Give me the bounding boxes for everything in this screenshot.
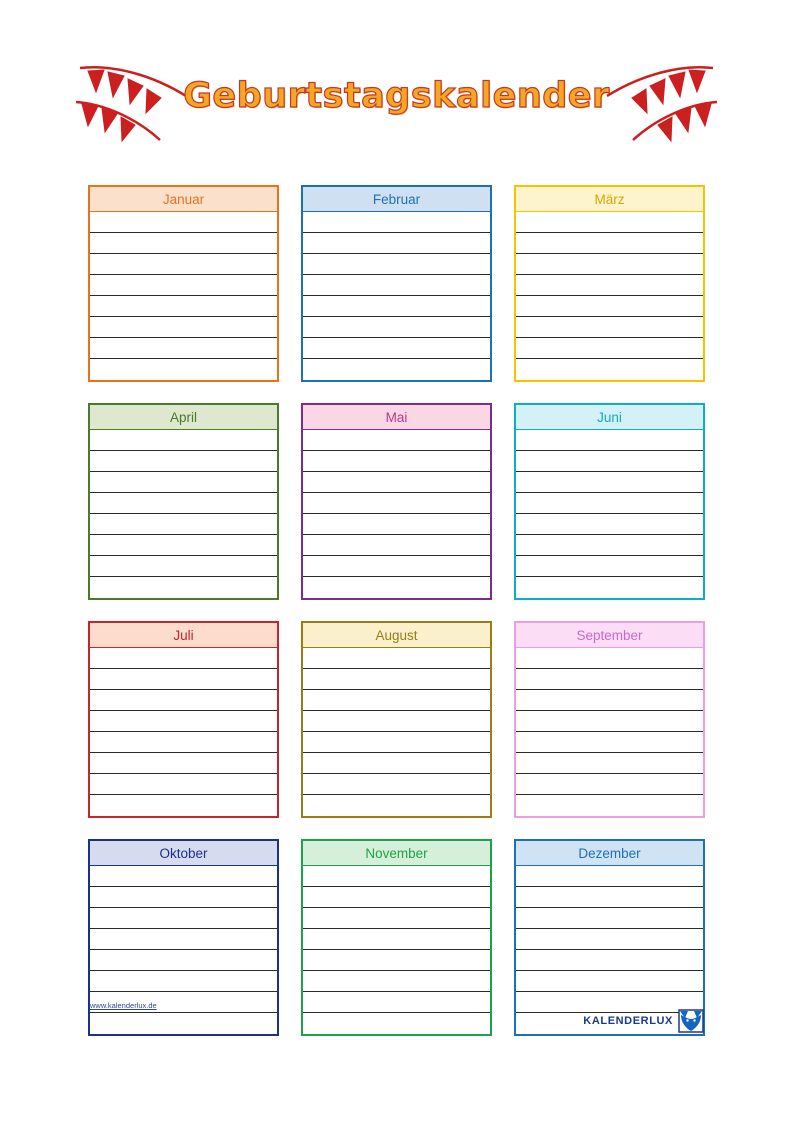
entry-line[interactable] (90, 317, 277, 338)
entry-line[interactable] (516, 753, 703, 774)
entry-line[interactable] (516, 795, 703, 816)
entry-line[interactable] (90, 296, 277, 317)
entry-line[interactable] (90, 514, 277, 535)
entry-line[interactable] (516, 275, 703, 296)
month-lines (516, 648, 703, 816)
brand-name: KALENDERLUX (583, 1015, 673, 1027)
month-card-maerz (514, 185, 705, 382)
entry-line[interactable] (303, 950, 490, 971)
entry-line[interactable] (303, 577, 490, 598)
entry-line[interactable] (303, 359, 490, 380)
page-header (0, 62, 793, 172)
entry-line[interactable] (303, 493, 490, 514)
entry-line[interactable] (303, 317, 490, 338)
entry-line[interactable] (90, 556, 277, 577)
month-row-3 (88, 621, 705, 818)
entry-line[interactable] (303, 908, 490, 929)
entry-line[interactable] (303, 992, 490, 1013)
entry-line[interactable] (90, 971, 277, 992)
entry-line[interactable] (90, 493, 277, 514)
month-lines (303, 212, 490, 380)
entry-line[interactable] (516, 233, 703, 254)
entry-line[interactable] (516, 648, 703, 669)
month-lines (90, 212, 277, 380)
entry-line[interactable] (90, 233, 277, 254)
entry-line[interactable] (303, 556, 490, 577)
entry-line[interactable] (90, 472, 277, 493)
entry-line[interactable] (516, 296, 703, 317)
month-row-4 (88, 839, 705, 1036)
entry-line[interactable] (516, 535, 703, 556)
entry-line[interactable] (90, 711, 277, 732)
month-title: Dezember (516, 841, 703, 866)
entry-line[interactable] (303, 233, 490, 254)
bunting-flags-icon-right (589, 62, 719, 152)
month-card-november (301, 839, 492, 1036)
month-title: November (303, 841, 490, 866)
month-title: April (90, 405, 277, 430)
entry-line[interactable] (303, 451, 490, 472)
entry-line[interactable] (303, 971, 490, 992)
entry-line[interactable] (90, 535, 277, 556)
month-title: Januar (90, 187, 277, 212)
entry-line[interactable] (516, 866, 703, 887)
month-title: Juni (516, 405, 703, 430)
entry-line[interactable] (516, 254, 703, 275)
entry-line[interactable] (303, 338, 490, 359)
month-row-1 (88, 185, 705, 382)
entry-line[interactable] (90, 753, 277, 774)
entry-line[interactable] (516, 493, 703, 514)
fox-logo-icon (677, 1008, 705, 1034)
month-card-august (301, 621, 492, 818)
month-title: Februar (303, 187, 490, 212)
month-lines (303, 648, 490, 816)
month-lines (516, 212, 703, 380)
entry-line[interactable] (303, 887, 490, 908)
month-lines (90, 430, 277, 598)
entry-line[interactable] (90, 1013, 277, 1034)
month-card-april (88, 403, 279, 600)
entry-line[interactable] (516, 732, 703, 753)
month-grid (88, 185, 705, 1057)
entry-line[interactable] (90, 212, 277, 233)
month-card-dezember (514, 839, 705, 1036)
entry-line[interactable] (90, 669, 277, 690)
entry-line[interactable] (303, 795, 490, 816)
entry-line[interactable] (516, 338, 703, 359)
month-row-2 (88, 403, 705, 600)
entry-line[interactable] (90, 648, 277, 669)
entry-line[interactable] (303, 535, 490, 556)
entry-line[interactable] (90, 950, 277, 971)
entry-line[interactable] (516, 690, 703, 711)
entry-line[interactable] (303, 1013, 490, 1034)
entry-line[interactable] (516, 577, 703, 598)
entry-line[interactable] (90, 732, 277, 753)
entry-line[interactable] (303, 732, 490, 753)
entry-line[interactable] (516, 669, 703, 690)
month-lines (90, 648, 277, 816)
month-title: März (516, 187, 703, 212)
entry-line[interactable] (90, 908, 277, 929)
entry-line[interactable] (516, 317, 703, 338)
entry-line[interactable] (303, 774, 490, 795)
month-card-mai (301, 403, 492, 600)
page-title: Geburtstagskalender (183, 76, 610, 116)
entry-line[interactable] (303, 669, 490, 690)
entry-line[interactable] (516, 929, 703, 950)
entry-line[interactable] (303, 690, 490, 711)
entry-line[interactable] (516, 359, 703, 380)
entry-line[interactable] (90, 275, 277, 296)
entry-line[interactable] (303, 254, 490, 275)
entry-line[interactable] (303, 711, 490, 732)
month-lines (303, 430, 490, 598)
entry-line[interactable] (90, 359, 277, 380)
entry-line[interactable] (303, 212, 490, 233)
entry-line[interactable] (303, 514, 490, 535)
entry-line[interactable] (516, 514, 703, 535)
entry-line[interactable] (303, 296, 490, 317)
entry-line[interactable] (90, 451, 277, 472)
entry-line[interactable] (303, 929, 490, 950)
entry-line[interactable] (303, 275, 490, 296)
month-lines (303, 866, 490, 1034)
entry-line[interactable] (516, 556, 703, 577)
entry-line[interactable] (516, 971, 703, 992)
month-title: September (516, 623, 703, 648)
month-card-februar (301, 185, 492, 382)
month-card-januar (88, 185, 279, 382)
month-card-juni (514, 403, 705, 600)
entry-line[interactable] (90, 866, 277, 887)
entry-line[interactable] (90, 774, 277, 795)
entry-line[interactable] (516, 950, 703, 971)
entry-line[interactable] (516, 451, 703, 472)
month-title: Juli (90, 623, 277, 648)
entry-line[interactable] (303, 753, 490, 774)
entry-line[interactable] (303, 430, 490, 451)
entry-line[interactable] (90, 577, 277, 598)
entry-line[interactable] (303, 472, 490, 493)
entry-line[interactable] (90, 430, 277, 451)
brand-logo (583, 1008, 705, 1034)
entry-line[interactable] (90, 929, 277, 950)
entry-line[interactable] (516, 430, 703, 451)
entry-line[interactable] (516, 711, 703, 732)
month-lines (516, 430, 703, 598)
entry-line[interactable] (90, 254, 277, 275)
month-card-juli (88, 621, 279, 818)
entry-line[interactable] (90, 690, 277, 711)
entry-line[interactable] (516, 887, 703, 908)
entry-line[interactable] (90, 338, 277, 359)
month-title: Oktober (90, 841, 277, 866)
entry-line[interactable] (90, 887, 277, 908)
entry-line[interactable] (303, 866, 490, 887)
month-title: August (303, 623, 490, 648)
month-card-september (514, 621, 705, 818)
entry-line[interactable] (516, 212, 703, 233)
entry-line[interactable] (516, 774, 703, 795)
website-url-link[interactable]: www.kalenderlux.de (90, 1001, 157, 1010)
month-title: Mai (303, 405, 490, 430)
entry-line[interactable] (516, 908, 703, 929)
entry-line[interactable] (90, 795, 277, 816)
entry-line[interactable] (303, 648, 490, 669)
entry-line[interactable] (516, 472, 703, 493)
